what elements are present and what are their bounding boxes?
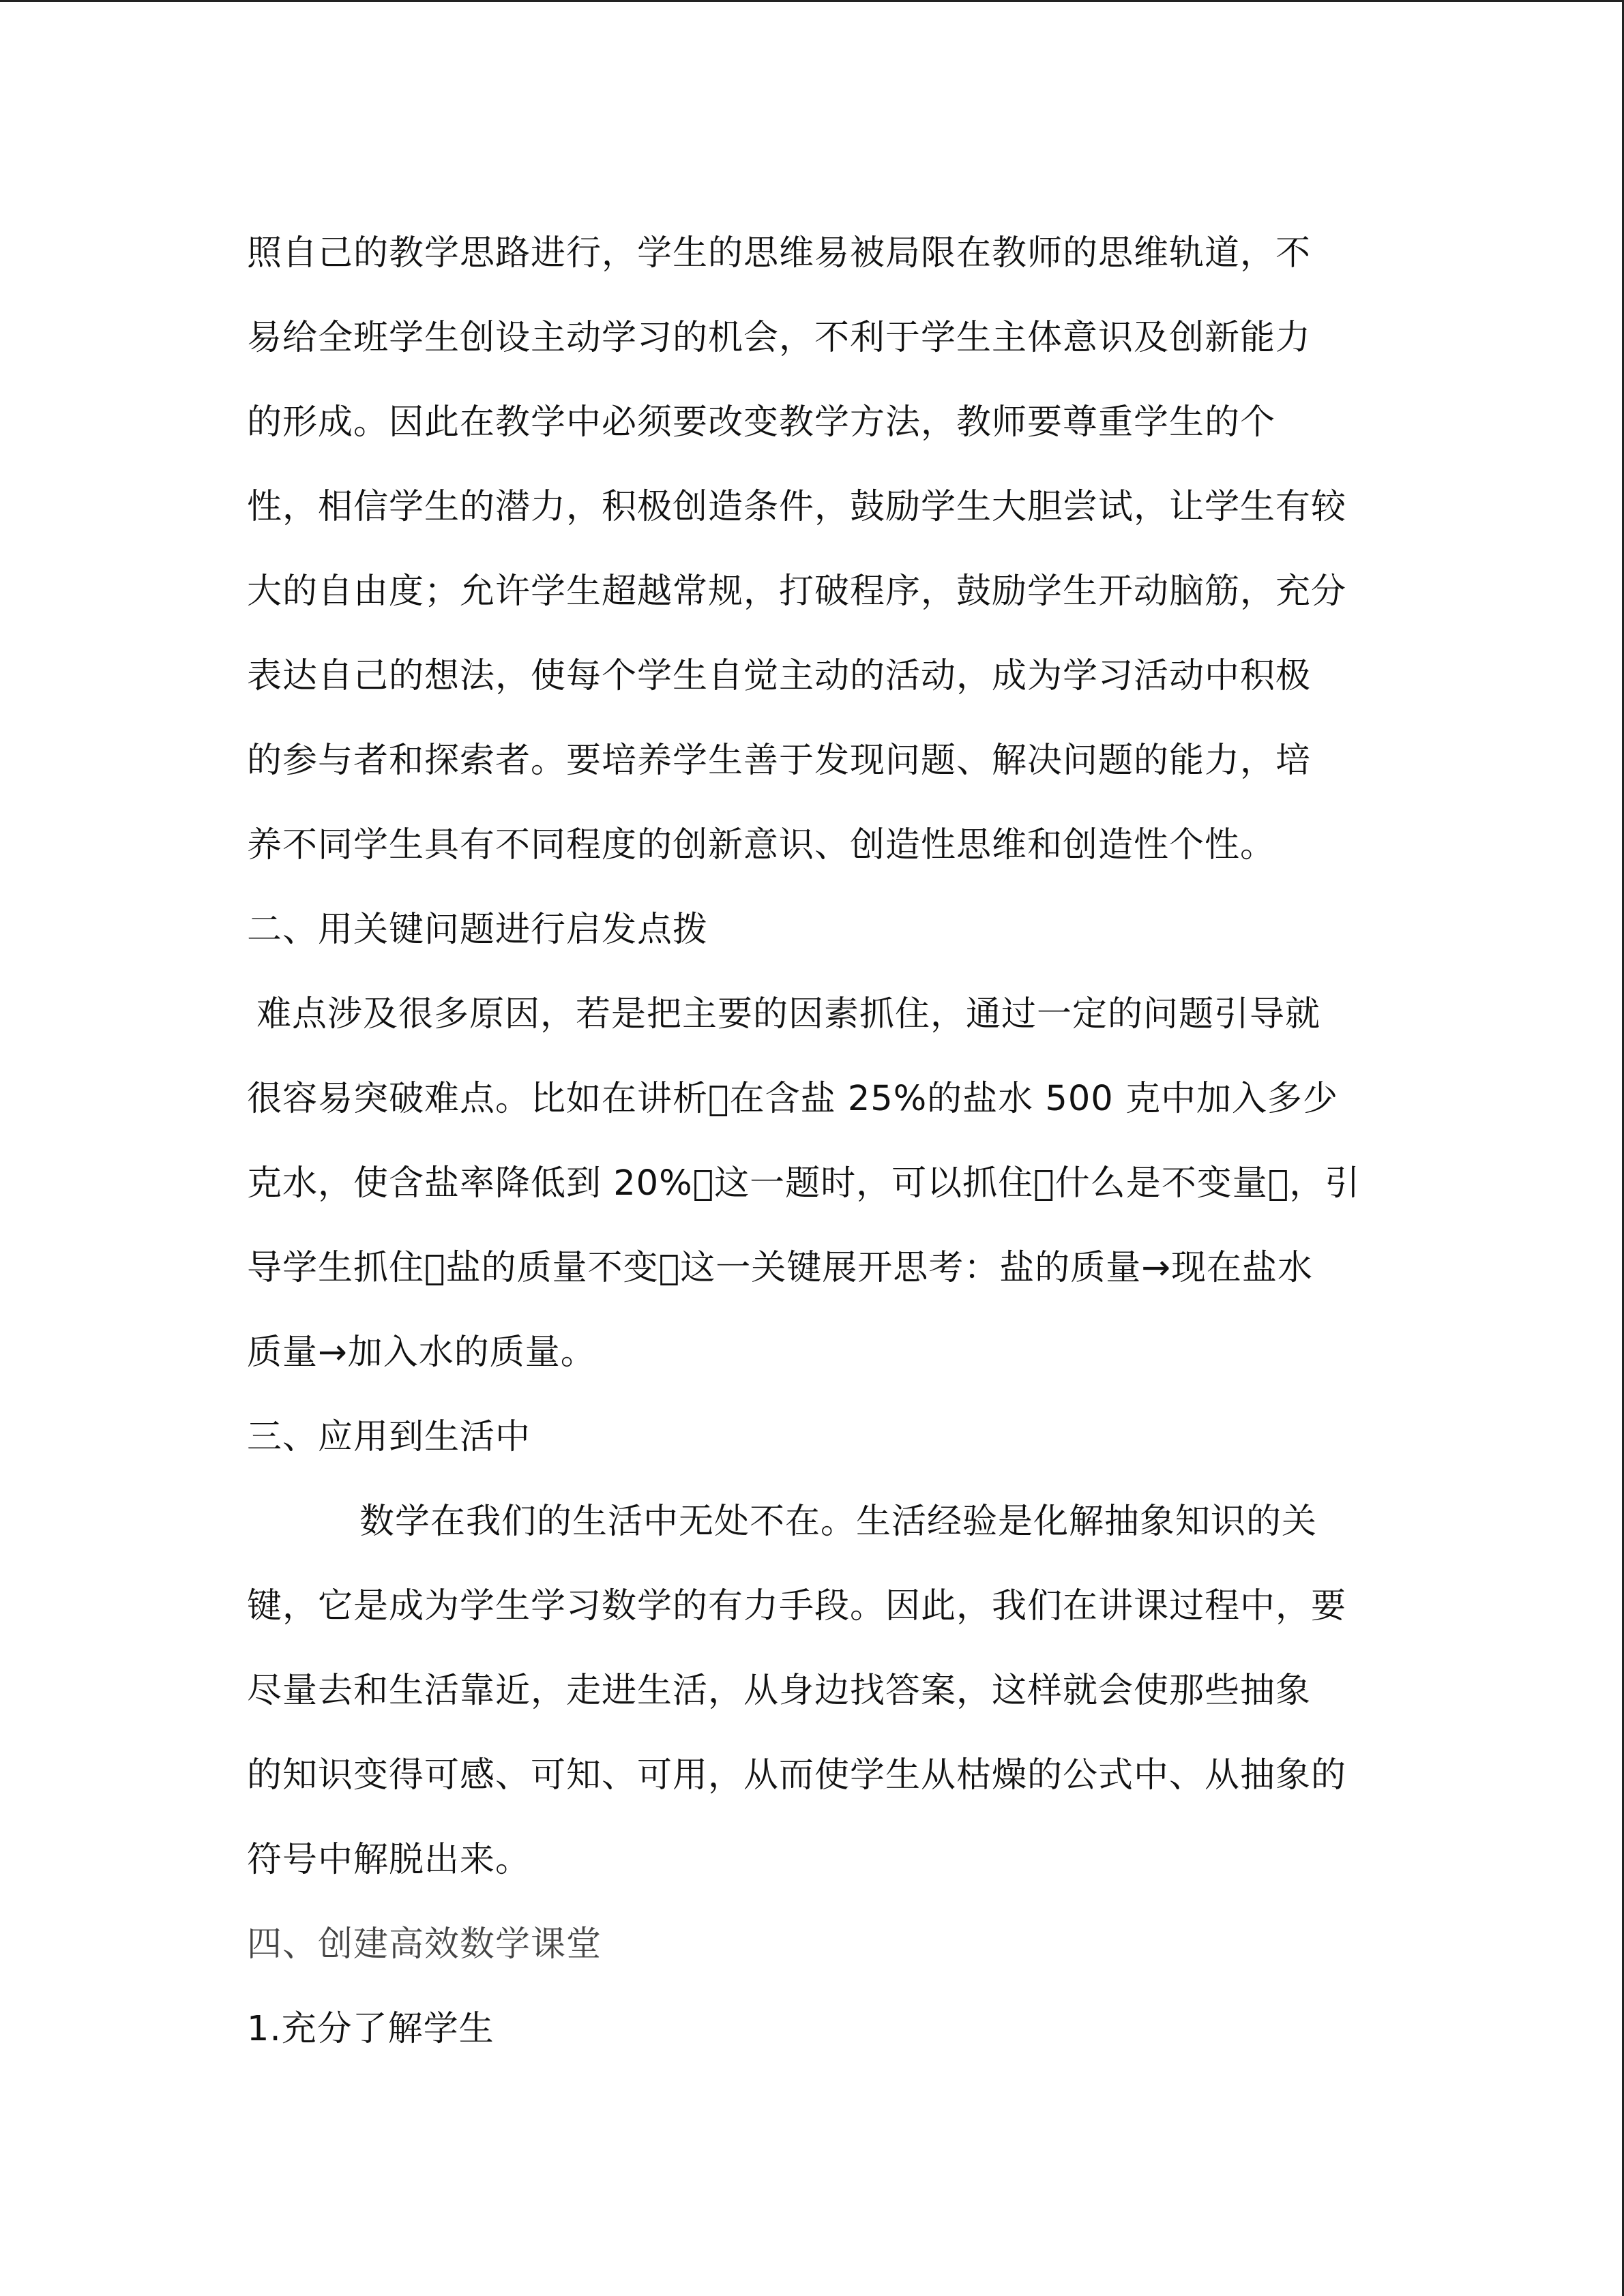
text-line: 键，它是成为学生学习数学的有力手段。因此，我们在讲课过程中，要 — [247, 1586, 1347, 1626]
section-heading-4: 四、创建高效数学课堂 — [247, 1924, 602, 1965]
section-heading-3: 三、应用到生活中 — [247, 1417, 531, 1457]
paragraph-2 — [247, 972, 1379, 1395]
text-line: 性，相信学生的潜力，积极创造条件，鼓励学生大胆尝试，让学生有较 — [247, 487, 1347, 527]
document-body — [247, 211, 1379, 2072]
text-line: 符号中解脱出来。 — [247, 1840, 531, 1880]
text-line: 难点涉及很多原因，若是把主要的因素抓住，通过一定的问题引导就 — [256, 994, 1321, 1034]
text-line: 易给全班学生创设主动学习的机会，不利于学生主体意识及创新能力 — [247, 318, 1312, 358]
text-line: 照自己的教学思路进行，学生的思维易被局限在教师的思维轨道，不 — [247, 233, 1312, 273]
paragraph-3 — [247, 1480, 1379, 1903]
text-line: 很容易突破难点。比如在讲析 在含盐 25%的盐水 500 克中加入多少 — [247, 1079, 1338, 1119]
text-line: 数学在我们的生活中无处不在。生活经验是化解抽象知识的关 — [359, 1502, 1318, 1542]
text-line: 的知识变得可感、可知、可用，从而使学生从枯燥的公式中、从抽象的 — [247, 1755, 1347, 1795]
text-line: 导学生抓住 盐的质量不变 这一关键展开思考：盐的质量→现在盐水 — [247, 1248, 1313, 1288]
text-line: 克水，使含盐率降低到 20% 这一题时，可以抓住 什么是不变量 ，引 — [247, 1163, 1361, 1204]
paragraph-1 — [247, 211, 1379, 888]
text-line: 养不同学生具有不同程度的创新意识、创造性思维和创造性个性。 — [247, 825, 1276, 865]
text-line: 尽量去和生活靠近，走进生活，从身边找答案，这样就会使那些抽象 — [247, 1671, 1312, 1711]
text-line: 的参与者和探索者。要培养学生善于发现问题、解决问题的能力，培 — [247, 741, 1312, 781]
text-line: 大的自由度；允许学生超越常规，打破程序，鼓励学生开动脑筋，充分 — [247, 571, 1347, 612]
subheading-1: 1.充分了解学生 — [247, 2009, 494, 2049]
section-heading-2: 二、用关键问题进行启发点拨 — [247, 910, 709, 950]
text-line: 表达自己的想法，使每个学生自觉主动的活动，成为学习活动中积极 — [247, 656, 1312, 696]
text-line: 的形成。因此在教学中必须要改变教学方法，教师要尊重学生的个 — [247, 402, 1276, 443]
text-line: 质量→加入水的质量。 — [247, 1332, 596, 1373]
